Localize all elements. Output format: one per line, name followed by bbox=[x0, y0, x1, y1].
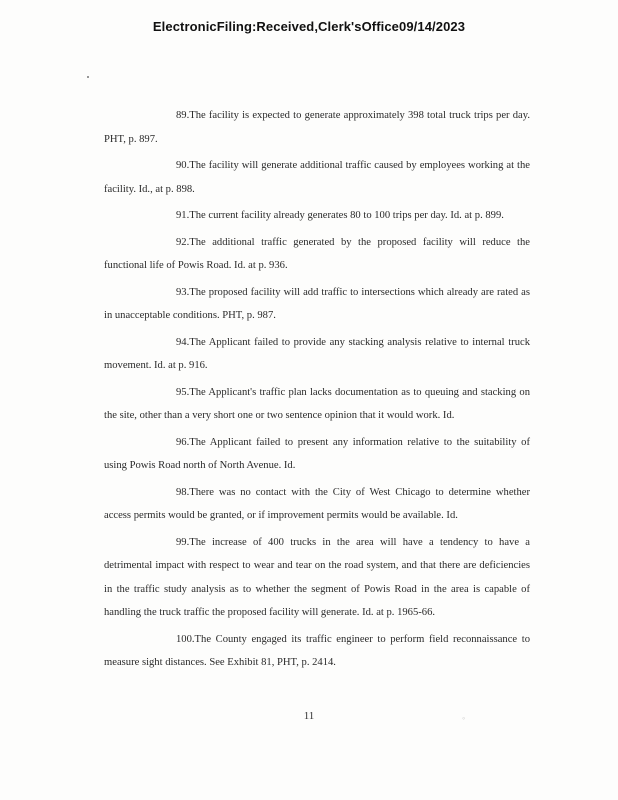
paragraph-90 bbox=[104, 154, 530, 201]
scan-speck bbox=[87, 76, 89, 78]
paragraph-text: The current facility already generates 80 to 100 trips per day. Id. at p. 899. bbox=[189, 210, 504, 221]
paragraph-92 bbox=[104, 231, 530, 278]
paragraph-number: 96. bbox=[176, 436, 190, 448]
paragraph-number: 93. bbox=[176, 286, 190, 298]
paragraph-100 bbox=[104, 628, 530, 675]
paragraph-text: The increase of 400 trucks in the area will have a tendency to have a detrimental impact with respect to wear and tear on the road system, and that there are deficiencies in the traffic study analysis as to whether the segment of Powis Road in the area is capable of handling the truck traffic the proposed facility will generate. Id. at p. 1965-66. bbox=[104, 536, 530, 618]
numbered-paragraphs bbox=[104, 104, 530, 678]
paragraph-text: The Applicant failed to present any information relative to the suitability of using Powis Road north of North Avenue. Id. bbox=[104, 436, 530, 471]
paragraph-99 bbox=[104, 531, 530, 625]
faint-scan-mark: ◦ bbox=[462, 713, 466, 723]
paragraph-number: 95. bbox=[176, 386, 190, 398]
paragraph-number: 94. bbox=[176, 336, 190, 348]
paragraph-number: 99. bbox=[176, 536, 190, 548]
paragraph-number: 92. bbox=[176, 236, 190, 248]
paragraph-text: The additional traffic generated by the proposed facility will reduce the functional life of Powis Road. Id. at p. 936. bbox=[104, 236, 530, 271]
paragraph-text: The proposed facility will add traffic to intersections which already are rated as in unacceptable conditions. PHT, p. 987. bbox=[104, 286, 530, 321]
paragraph-number: 90. bbox=[176, 160, 190, 171]
filing-stamp: ElectronicFiling:Received,Clerk'sOffice09/14/2023 bbox=[152, 19, 466, 34]
paragraph-number: 98. bbox=[176, 486, 190, 498]
paragraph-93 bbox=[104, 281, 530, 328]
paragraph-text: The facility is expected to generate approximately 398 total truck trips per day. PHT, p. 897. bbox=[104, 110, 530, 145]
paragraph-text: The facility will generate additional traffic caused by employees working at the facility. Id., at p. 898. bbox=[104, 160, 530, 195]
paragraph-98 bbox=[104, 481, 530, 528]
paragraph-text: There was no contact with the City of West Chicago to determine whether access permits would be granted, or if improvement permits would be available. Id. bbox=[104, 486, 530, 521]
paragraph-number: 91. bbox=[176, 210, 190, 221]
paragraph-text: The County engaged its traffic engineer to perform field reconnaissance to measure sight distances. See Exhibit 81, PHT, p. 2414. bbox=[104, 633, 530, 668]
page-number: 11 bbox=[303, 710, 315, 722]
paragraph-91 bbox=[104, 204, 530, 228]
paragraph-96 bbox=[104, 431, 530, 478]
paragraph-number: 89. bbox=[176, 110, 190, 121]
paragraph-number: 100. bbox=[176, 633, 195, 645]
paragraph-text: The Applicant's traffic plan lacks documentation as to queuing and stacking on the site, other than a very short one or two sentence opinion that it would work. Id. bbox=[104, 386, 530, 421]
paragraph-89 bbox=[104, 104, 530, 151]
paragraph-94 bbox=[104, 331, 530, 378]
paragraph-95 bbox=[104, 381, 530, 428]
paragraph-text: The Applicant failed to provide any stacking analysis relative to internal truck movement. Id. at p. 916. bbox=[104, 336, 530, 371]
